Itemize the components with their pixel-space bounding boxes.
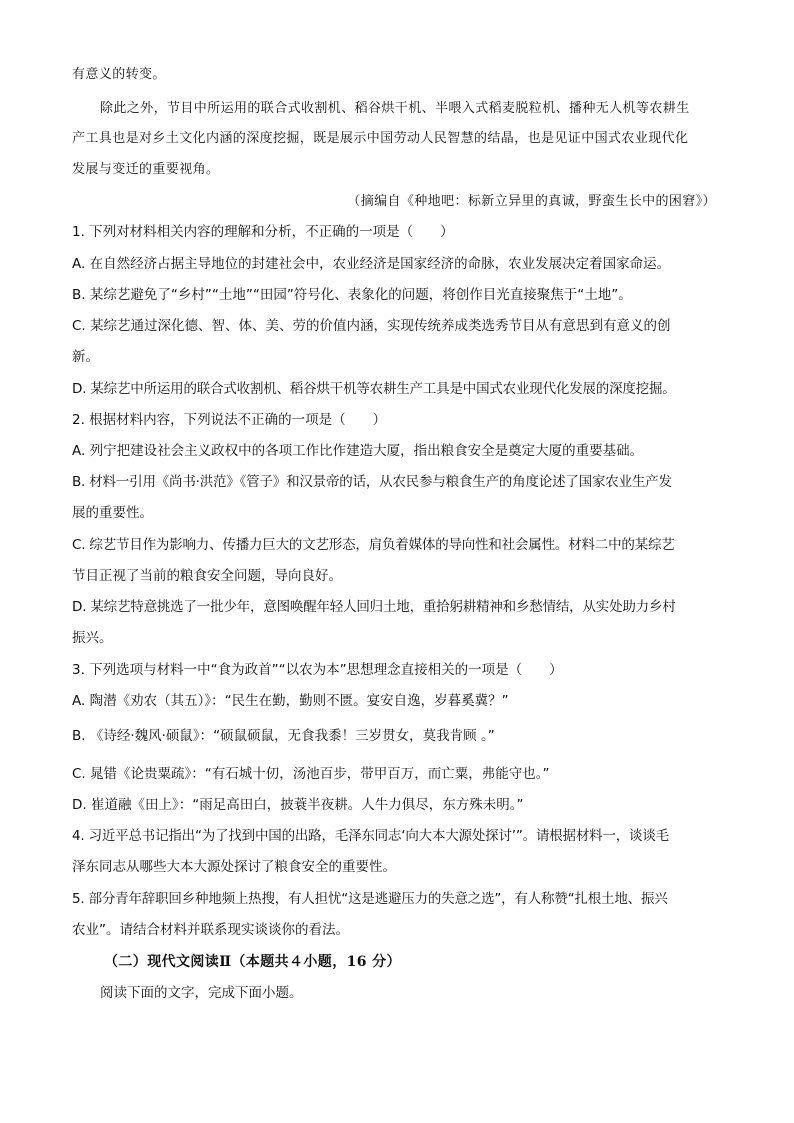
question-1-option-d: D. 某综艺中所运用的联合式收割机、稻谷烘干机等农耕生产工具是中国式农业现代化发展的深度挖掘。 [72,381,676,397]
question-4-text: 4. 习近平总书记指出“为了找到中国的出路，毛泽东同志‘向大本大源处探讨’”。请根据材料一，谈谈毛 [72,828,669,844]
question-2-option-c-continued: 节目正视了当前的粮食安全问题，导向良好。 [72,568,342,584]
question-4-text-continued: 泽东同志从哪些大本大源处探讨了粮食安全的重要性。 [72,859,396,875]
passage-paragraph-line: 除此之外，节目中所运用的联合式收割机、稻谷烘干机、半喂入式稻麦脱粒机、播种无人机等农耕生 [100,101,690,116]
question-1-option-b: B. 某综艺避免了“乡村”“土地”“田园”符号化、表象化的问题，将创作目光直接聚焦于“土地”。 [72,287,632,303]
question-3-option-a: A. 陶潜《劝农（其五）》：“民生在勤，勤则不匮。宴安自逸，岁暮奚冀？” [72,693,509,709]
passage-paragraph-tail: 有意义的转变。 [72,67,166,82]
passage-paragraph-line: 产工具也是对乡土文化内涵的深度挖掘，既是展示中国劳动人民智慧的结晶，也是见证中国式农业现代化 [72,131,689,146]
question-3-stem: 3. 下列选项与材料一中“食为政首”“以农为本”思想理念直接相关的一项是（ ） [72,662,563,678]
question-2-option-a: A. 列宁把建设社会主义政权中的各项工作比作建造大厦，指出粮食安全是奠定大厦的重要基础。 [72,443,644,459]
question-3-option-c: C. 晁错《论贵粟疏》：“有石城十仞，汤池百步，带甲百万，而亡粟，弗能守也。” [72,766,550,782]
section-instruction: 阅读下面的文字，完成下面小题。 [100,985,303,1001]
section-heading: （二）现代文阅读Ⅱ（本题共４小题，16 分） [104,954,401,970]
question-1-option-c-continued: 新。 [72,349,99,365]
question-5-text-continued: 农业”。请结合材料并联系现实谈谈你的看法。 [72,922,349,938]
question-3-option-b: B. 《诗经·魏风·硕鼠》：“硕鼠硕鼠，无食我黍！三岁贯女，莫我肯顾 。” [72,728,495,744]
question-2-option-c: C. 综艺节目作为影响力、传播力巨大的文艺形态，肩负着媒体的导向性和社会属性。材料二中的某综艺 [72,537,675,553]
question-1-option-c: C. 某综艺通过深化德、智、体、美、劳的价值内涵，实现传统养成类选秀节目从有意思到有意义的创 [72,318,671,334]
question-3-option-d: D. 崔道融《田上》：“雨足高田白，披蓑半夜耕。人牛力俱尽，东方殊未明。” [72,797,524,813]
passage-source: （摘编自《种地吧：标新立异里的真诚，野蛮生长中的困窘》） [347,194,716,209]
question-2-stem: 2. 根据材料内容，下列说法不正确的一项是（ ） [72,412,387,428]
question-2-option-d-continued: 振兴。 [72,630,113,646]
passage-paragraph-line: 发展与变迁的重要视角。 [72,162,220,177]
question-5-text: 5. 部分青年辞职回乡种地频上热搜，有人担忧“这是逃避压力的失意之选”，有人称赞“扎根土地、振兴 [72,891,668,907]
question-1-stem: 1. 下列对材料相关内容的理解和分析，不正确的一项是（ ） [72,224,454,240]
question-2-option-d: D. 某综艺特意挑选了一批少年，意图唤醒年轻人回归土地，重拾躬耕精神和乡愁情结，从实处助力乡村 [72,599,676,615]
question-1-option-a: A. 在自然经济占据主导地位的封建社会中，农业经济是国家经济的命脉，农业发展决定着国家命运。 [72,256,671,272]
question-2-option-b: B. 材料一引用《尚书·洪范》《管子》和汉景帝的话，从农民参与粮食生产的角度论述了国家农业生产发 [72,474,672,490]
question-2-option-b-continued: 展的重要性。 [72,505,153,521]
